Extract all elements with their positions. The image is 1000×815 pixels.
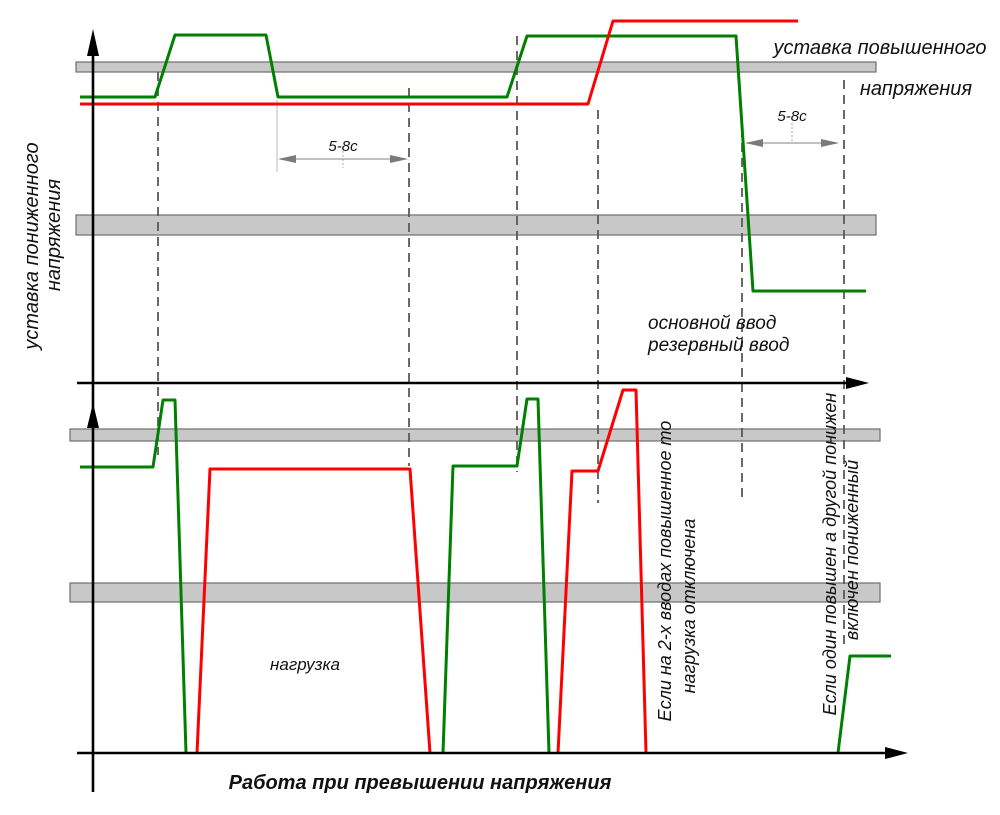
delay-annotation-1 bbox=[277, 100, 408, 172]
arrow-left-icon bbox=[745, 139, 763, 147]
diagram-title: Работа при превышении напряжения bbox=[228, 772, 612, 794]
reserve-input-load-pulse-1 bbox=[197, 469, 430, 753]
delay-label-1: 5-8с bbox=[328, 138, 358, 155]
note-both-high-line1: Если на 2-х вводах повышенное то bbox=[655, 420, 675, 722]
lower-setpoint-label-line2: напряжения bbox=[43, 178, 65, 292]
note-one-high-line2: включен пониженный bbox=[842, 459, 862, 641]
main-input-load-final-segment bbox=[838, 656, 891, 753]
high-setpoint-band-lower-chart bbox=[70, 429, 880, 441]
note-one-high-line1: Если один повышен а другой понижен bbox=[820, 392, 840, 716]
high-voltage-setpoint-band-upper-chart bbox=[76, 62, 876, 72]
main-input-trace-upper-chart bbox=[80, 35, 866, 291]
legend-main-input: основной ввод bbox=[648, 313, 777, 334]
legend-reserve-input: резервный ввод bbox=[648, 335, 790, 356]
axis-arrow-right-icon-upper bbox=[846, 377, 869, 389]
axis-arrow-up-icon-lower-chart bbox=[87, 403, 99, 428]
load-label: нагрузка bbox=[270, 655, 340, 674]
delay-label-2: 5-8с bbox=[777, 108, 807, 125]
low-setpoint-band-lower-chart bbox=[70, 583, 880, 602]
reserve-input-load-pulse-2 bbox=[558, 390, 646, 753]
axis-arrow-right-icon-lower bbox=[885, 747, 908, 759]
upper-setpoint-label-line1: уставка повышенного bbox=[773, 37, 987, 59]
note-both-high-line2: нагрузка отключена bbox=[679, 518, 699, 694]
lower-setpoint-label-line1: уставка пониженного bbox=[21, 142, 43, 350]
low-voltage-setpoint-band-upper-chart bbox=[76, 215, 876, 235]
main-input-load-pulse-1 bbox=[80, 400, 186, 753]
axis-arrow-up-icon bbox=[87, 29, 99, 56]
arrow-right-icon bbox=[821, 139, 839, 147]
arrow-left-icon bbox=[278, 155, 296, 163]
arrow-right-icon bbox=[390, 155, 408, 163]
upper-setpoint-label-line2: напряжения bbox=[859, 78, 973, 100]
main-input-load-pulse-2 bbox=[443, 399, 549, 753]
delay-annotation-2 bbox=[745, 108, 839, 147]
